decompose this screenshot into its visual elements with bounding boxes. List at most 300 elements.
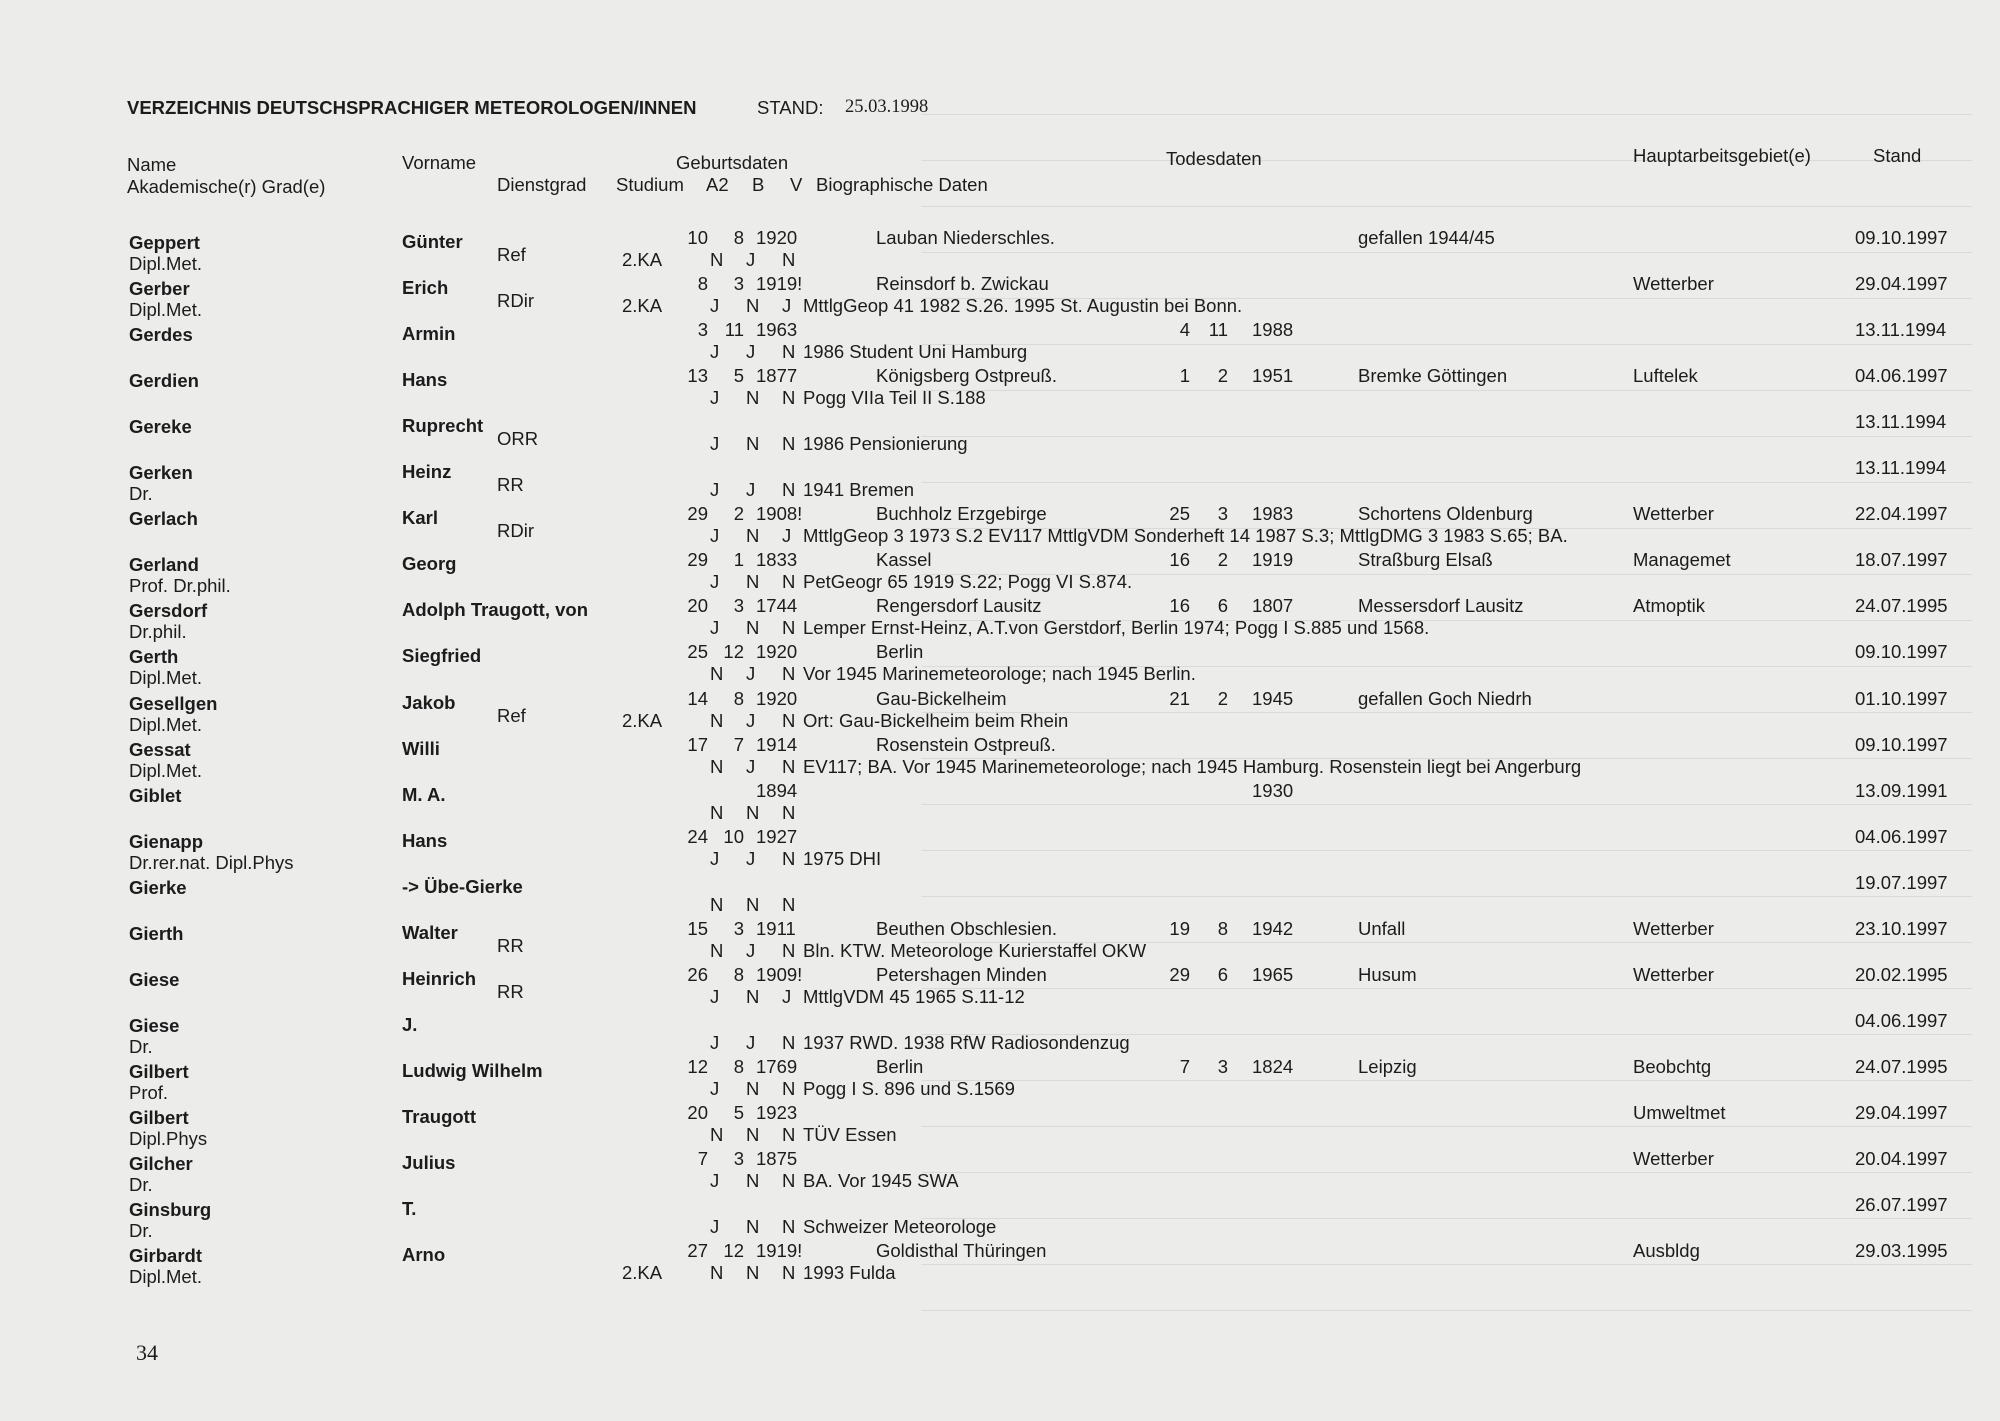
entry-vorname: Ludwig Wilhelm bbox=[402, 1059, 543, 1081]
entry-death-month: 2 bbox=[1217, 687, 1228, 709]
entry-birth-month: 3 bbox=[733, 1148, 744, 1169]
entry-v: N bbox=[782, 709, 796, 731]
entry-v: N bbox=[782, 1077, 796, 1099]
entry-birth-day: 13 bbox=[687, 365, 708, 387]
entry-birth-day: 10 bbox=[687, 227, 708, 248]
entry-a2: J bbox=[710, 479, 720, 501]
entry-death-day: 1 bbox=[1179, 365, 1190, 387]
entry-title: Dr.rer.nat. Dipl.Phys bbox=[129, 851, 294, 873]
entry-a2: N bbox=[710, 663, 724, 685]
entry-b: N bbox=[746, 433, 760, 455]
entry-death-year: 1930 bbox=[1252, 779, 1294, 801]
entry-b: J bbox=[746, 1031, 756, 1053]
page-number: 34 bbox=[136, 1340, 158, 1365]
entry-v: N bbox=[782, 755, 796, 777]
stand-date: 25.03.1998 bbox=[845, 97, 929, 117]
entry-birth-month: 1 bbox=[733, 549, 744, 571]
entry-birth-month: 8 bbox=[733, 1055, 744, 1077]
entry-v: N bbox=[782, 847, 796, 869]
entry-a2: J bbox=[710, 387, 720, 409]
col-haupt: Hauptarbeitsgebiet(e) bbox=[1633, 145, 1811, 166]
entry-b: J bbox=[746, 341, 756, 363]
entry-work-area: Umweltmet bbox=[1633, 1101, 1726, 1123]
entry-death-year: 1983 bbox=[1252, 503, 1294, 525]
entry-death-year: 1919 bbox=[1252, 549, 1294, 571]
entry-name: Gierth bbox=[129, 922, 184, 944]
entry-birth-day: 24 bbox=[687, 825, 708, 847]
entry-death-place: gefallen 1944/45 bbox=[1358, 227, 1495, 248]
entry-a2: J bbox=[710, 617, 720, 639]
entry-v: N bbox=[782, 387, 796, 409]
table-row bbox=[0, 1055, 2000, 1106]
entry-birth-day: 12 bbox=[687, 1055, 708, 1077]
entry-vorname: Karl bbox=[402, 507, 438, 529]
entry-bio: EV117; BA. Vor 1945 Marinemeteorologe; nach 1945 Hamburg. Rosenstein liegt bei Angerburg bbox=[803, 755, 1582, 777]
col-bio: Biographische Daten bbox=[816, 174, 988, 195]
entry-bio: 1986 Student Uni Hamburg bbox=[803, 341, 1028, 363]
entry-birth-day: 26 bbox=[687, 963, 708, 985]
entry-bio: BA. Vor 1945 SWA bbox=[803, 1170, 959, 1191]
entry-birth-month: 3 bbox=[733, 273, 744, 295]
entry-name: Girbardt bbox=[129, 1245, 202, 1267]
entry-stand: 22.04.1997 bbox=[1855, 503, 1948, 525]
entry-birth-day: 27 bbox=[687, 1240, 708, 1262]
entry-b: N bbox=[746, 801, 760, 823]
entry-death-day: 16 bbox=[1169, 549, 1190, 571]
entry-birth-place: Berlin bbox=[876, 1055, 924, 1077]
entry-birth-year: 1909! bbox=[756, 963, 803, 985]
entry-vorname: Hans bbox=[402, 369, 448, 391]
entry-work-area: Atmoptik bbox=[1633, 595, 1705, 617]
table-row bbox=[0, 733, 2000, 784]
entry-stand: 04.06.1997 bbox=[1855, 825, 1948, 847]
entry-b: N bbox=[746, 893, 760, 915]
entry-a2: J bbox=[710, 525, 720, 547]
entry-a2: J bbox=[710, 433, 720, 455]
entry-name: Gesellgen bbox=[129, 692, 218, 714]
entry-birth-day: 20 bbox=[687, 595, 708, 617]
entry-death-month: 2 bbox=[1217, 549, 1228, 571]
table-row bbox=[0, 779, 2000, 830]
col-a2: A2 bbox=[706, 174, 729, 195]
entry-a2: N bbox=[710, 1123, 724, 1145]
entry-v: N bbox=[782, 617, 796, 639]
entry-title: Dipl.Met. bbox=[129, 667, 202, 689]
entry-vorname: Jakob bbox=[402, 691, 456, 713]
entry-v: N bbox=[782, 249, 796, 270]
table-row bbox=[0, 319, 2000, 369]
entry-stand: 09.10.1997 bbox=[1855, 733, 1948, 755]
entry-b: J bbox=[746, 847, 756, 869]
entry-birth-year: 1875 bbox=[756, 1148, 798, 1169]
entry-work-area: Beobchtg bbox=[1633, 1055, 1712, 1077]
entry-birth-year: 1769 bbox=[756, 1055, 798, 1077]
col-name: Name bbox=[127, 154, 177, 175]
entry-b: N bbox=[746, 1216, 760, 1238]
entry-title: Dr. bbox=[129, 1220, 153, 1242]
col-grade: Akademische(r) Grad(e) bbox=[127, 176, 326, 197]
entry-name: Gerth bbox=[129, 646, 179, 668]
entry-death-month: 11 bbox=[1208, 319, 1228, 341]
entry-birth-day: 29 bbox=[687, 549, 708, 571]
entry-v: N bbox=[782, 479, 796, 501]
entry-dienstgrad: Ref bbox=[497, 244, 526, 265]
entry-b: N bbox=[746, 387, 760, 409]
entry-bio: 1937 RWD. 1938 RfW Radiosondenzug bbox=[803, 1031, 1130, 1053]
entry-death-day: 29 bbox=[1169, 963, 1190, 985]
entry-death-year: 1988 bbox=[1252, 319, 1294, 341]
entry-title: Dr. bbox=[129, 483, 153, 505]
entry-death-year: 1824 bbox=[1252, 1055, 1294, 1077]
entry-vorname: Ruprecht bbox=[402, 415, 484, 437]
table-row bbox=[0, 273, 2000, 323]
entry-death-place: Unfall bbox=[1358, 917, 1406, 939]
entry-birth-day: 3 bbox=[697, 319, 708, 341]
entry-birth-day: 14 bbox=[687, 687, 708, 709]
entry-title: Dipl.Met. bbox=[129, 299, 202, 321]
col-studium: Studium bbox=[616, 174, 684, 195]
entry-work-area: Luftelek bbox=[1633, 365, 1698, 387]
entry-stand: 13.11.1994 bbox=[1855, 457, 1947, 479]
entry-work-area: Wetterber bbox=[1633, 917, 1714, 939]
entry-v: N bbox=[782, 1170, 796, 1191]
table-row bbox=[0, 457, 2000, 507]
entry-birth-day: 15 bbox=[687, 917, 708, 939]
entry-birth-place: Lauban Niederschles. bbox=[876, 227, 1055, 248]
entry-name: Gerland bbox=[129, 554, 199, 576]
entry-v: N bbox=[782, 1216, 796, 1238]
entry-bio: 1986 Pensionierung bbox=[803, 433, 968, 455]
entry-birth-month: 8 bbox=[733, 963, 744, 985]
entry-birth-year: 1920 bbox=[756, 641, 798, 663]
entry-birth-place: Gau-Bickelheim bbox=[876, 687, 1007, 709]
entry-vorname: Armin bbox=[402, 323, 456, 345]
entry-birth-place: Goldisthal Thüringen bbox=[876, 1240, 1047, 1262]
entry-a2: N bbox=[710, 755, 724, 777]
entry-name: Gierke bbox=[129, 876, 187, 898]
table-row bbox=[0, 1148, 2000, 1198]
table-row bbox=[0, 871, 2000, 922]
entry-title: Dipl.Met. bbox=[129, 253, 202, 274]
entry-stand: 24.07.1995 bbox=[1855, 595, 1948, 617]
entry-bio: 1993 Fulda bbox=[803, 1262, 896, 1284]
entry-birth-place: Petershagen Minden bbox=[876, 963, 1047, 985]
entry-bio: Bln. KTW. Meteorologe Kurierstaffel OKW bbox=[803, 939, 1147, 961]
entry-v: N bbox=[782, 571, 796, 593]
entry-stand: 23.10.1997 bbox=[1855, 917, 1948, 939]
entry-bio: Pogg VIIa Teil II S.188 bbox=[803, 387, 986, 409]
entry-b: J bbox=[746, 479, 756, 501]
entry-death-place: Schortens Oldenburg bbox=[1358, 503, 1533, 525]
entry-stand: 20.02.1995 bbox=[1855, 963, 1948, 985]
table-row bbox=[0, 365, 2000, 415]
entry-stand: 01.10.1997 bbox=[1855, 687, 1948, 709]
entry-death-day: 7 bbox=[1179, 1055, 1190, 1077]
entry-dienstgrad: RDir bbox=[497, 520, 534, 542]
table-row bbox=[0, 641, 2000, 691]
entry-a2: N bbox=[710, 893, 724, 915]
entry-stand: 09.10.1997 bbox=[1855, 227, 1948, 248]
entry-name: Gessat bbox=[129, 738, 191, 760]
entry-work-area: Wetterber bbox=[1633, 273, 1714, 295]
entry-stand: 20.04.1997 bbox=[1855, 1148, 1948, 1169]
entry-bio: Schweizer Meteorologe bbox=[803, 1216, 997, 1238]
entry-vorname: Erich bbox=[402, 277, 449, 299]
entry-birth-year: 1919! bbox=[756, 1240, 803, 1262]
entry-vorname: Heinrich bbox=[402, 967, 477, 989]
entry-v: N bbox=[782, 1031, 796, 1053]
entry-vorname: T. bbox=[402, 1198, 417, 1220]
entry-birth-place: Kassel bbox=[876, 549, 932, 571]
entry-v: J bbox=[782, 985, 792, 1007]
entry-birth-year: 1894 bbox=[756, 779, 798, 801]
entry-birth-month: 5 bbox=[733, 1101, 744, 1123]
entry-title: Dr.phil. bbox=[129, 621, 187, 643]
entry-birth-year: 1927 bbox=[756, 825, 798, 847]
entry-death-year: 1945 bbox=[1252, 687, 1294, 709]
entry-vorname: Siegfried bbox=[402, 645, 482, 667]
entry-v: N bbox=[782, 1123, 796, 1145]
entry-name: Gereke bbox=[129, 416, 192, 438]
entry-name: Gilbert bbox=[129, 1060, 189, 1082]
entry-death-place: gefallen Goch Niedrh bbox=[1358, 687, 1532, 709]
entry-b: N bbox=[746, 1262, 760, 1284]
entry-a2: J bbox=[710, 1170, 720, 1191]
entry-a2: J bbox=[710, 295, 720, 317]
table-row bbox=[0, 825, 2000, 876]
entry-work-area: Wetterber bbox=[1633, 963, 1714, 985]
entry-name: Geppert bbox=[129, 232, 200, 253]
entry-title: Dipl.Met. bbox=[129, 713, 202, 735]
document-title: VERZEICHNIS DEUTSCHSPRACHIGER METEOROLOGEN/INNEN bbox=[127, 97, 697, 118]
entry-death-place: Husum bbox=[1358, 963, 1417, 985]
entry-b: J bbox=[746, 249, 756, 270]
table-row bbox=[0, 411, 2000, 461]
entry-birth-year: 1908! bbox=[756, 503, 803, 525]
col-dienstgrad: Dienstgrad bbox=[497, 174, 587, 195]
entry-stand: 04.06.1997 bbox=[1855, 1009, 1948, 1031]
entry-name: Giblet bbox=[129, 784, 182, 806]
entry-death-day: 25 bbox=[1169, 503, 1190, 525]
entry-b: N bbox=[746, 985, 760, 1007]
entry-b: J bbox=[746, 755, 756, 777]
entry-dienstgrad: RR bbox=[497, 934, 524, 956]
entry-birth-place: Reinsdorf b. Zwickau bbox=[876, 273, 1049, 295]
entry-name: Gilbert bbox=[129, 1106, 189, 1128]
entry-a2: N bbox=[710, 709, 724, 731]
table-row bbox=[0, 503, 2000, 553]
entry-birth-day: 7 bbox=[697, 1148, 708, 1169]
table-row bbox=[0, 549, 2000, 599]
entry-birth-year: 1923 bbox=[756, 1101, 798, 1123]
entry-death-day: 4 bbox=[1179, 319, 1190, 341]
entry-birth-day: 20 bbox=[687, 1101, 708, 1123]
col-stand: Stand bbox=[1873, 145, 1922, 166]
table-row bbox=[0, 1240, 2000, 1290]
entry-v: N bbox=[782, 341, 796, 363]
entry-stand: 13.09.1991 bbox=[1855, 779, 1948, 801]
entry-birth-year: 1920 bbox=[756, 227, 798, 248]
entry-birth-month: 8 bbox=[733, 687, 744, 709]
entry-a2: J bbox=[710, 985, 720, 1007]
table-row bbox=[0, 687, 2000, 738]
entry-v: N bbox=[782, 893, 796, 915]
entry-birth-year: 1914 bbox=[756, 733, 798, 755]
entry-death-place: Leipzig bbox=[1358, 1055, 1417, 1077]
entry-name: Ginsburg bbox=[129, 1199, 212, 1221]
entry-dienstgrad: RR bbox=[497, 474, 524, 496]
entry-b: N bbox=[746, 1123, 760, 1145]
entry-birth-year: 1919! bbox=[756, 273, 803, 295]
entry-birth-year: 1877 bbox=[756, 365, 798, 387]
entry-death-year: 1942 bbox=[1252, 917, 1294, 939]
entry-death-month: 2 bbox=[1217, 365, 1228, 387]
entry-bio: MttlgVDM 45 1965 S.11-12 bbox=[803, 985, 1025, 1007]
entry-death-month: 6 bbox=[1217, 595, 1228, 617]
entry-birth-month: 5 bbox=[733, 365, 744, 387]
entry-death-year: 1965 bbox=[1252, 963, 1294, 985]
entry-title: Dipl.Met. bbox=[129, 759, 202, 781]
entry-birth-month: 7 bbox=[733, 733, 744, 755]
col-v: V bbox=[790, 174, 803, 195]
entry-a2: J bbox=[710, 1077, 720, 1099]
entry-vorname: Adolph Traugott, von bbox=[402, 599, 589, 621]
entry-death-day: 16 bbox=[1169, 595, 1190, 617]
entry-name: Gienapp bbox=[129, 830, 204, 852]
entry-work-area: Ausbldg bbox=[1633, 1240, 1700, 1262]
entry-death-day: 21 bbox=[1169, 687, 1190, 709]
entry-dienstgrad: RDir bbox=[497, 290, 534, 312]
entry-stand: 29.04.1997 bbox=[1855, 1101, 1948, 1123]
col-geburtsdaten: Geburtsdaten bbox=[676, 152, 789, 173]
entry-birth-day: 29 bbox=[687, 503, 708, 525]
entry-birth-day: 17 bbox=[687, 733, 708, 755]
entry-work-area: Wetterber bbox=[1633, 503, 1714, 525]
entry-birth-year: 1833 bbox=[756, 549, 798, 571]
entry-death-month: 8 bbox=[1217, 917, 1228, 939]
entry-b: N bbox=[746, 571, 760, 593]
table-row bbox=[0, 227, 2000, 277]
entry-a2: J bbox=[710, 571, 720, 593]
entry-studium: 2.KA bbox=[622, 295, 663, 317]
entry-death-month: 6 bbox=[1217, 963, 1228, 985]
entry-birth-year: 1744 bbox=[756, 595, 798, 617]
entry-birth-place: Buchholz Erzgebirge bbox=[876, 503, 1047, 525]
col-b: B bbox=[752, 174, 765, 195]
entry-vorname: Traugott bbox=[402, 1105, 476, 1127]
entry-studium: 2.KA bbox=[622, 249, 663, 270]
entry-bio: Ort: Gau-Bickelheim beim Rhein bbox=[803, 709, 1069, 731]
entry-birth-month: 10 bbox=[723, 825, 744, 847]
entry-name: Gerber bbox=[129, 278, 190, 300]
entry-vorname: Willi bbox=[402, 737, 440, 759]
entry-birth-month: 12 bbox=[723, 1240, 744, 1262]
entry-stand: 29.03.1995 bbox=[1855, 1240, 1948, 1262]
entry-name: Gerlach bbox=[129, 508, 198, 530]
entry-birth-month: 8 bbox=[733, 227, 744, 248]
entry-stand: 09.10.1997 bbox=[1855, 641, 1948, 663]
entry-vorname: M. A. bbox=[402, 783, 446, 805]
entry-birth-month: 12 bbox=[723, 641, 744, 663]
entry-vorname: Hans bbox=[402, 829, 448, 851]
entry-vorname: Günter bbox=[402, 231, 463, 252]
entry-work-area: Wetterber bbox=[1633, 1148, 1714, 1169]
entry-b: N bbox=[746, 1077, 760, 1099]
entry-birth-day: 25 bbox=[687, 641, 708, 663]
entry-vorname: J. bbox=[402, 1013, 418, 1035]
entry-stand: 18.07.1997 bbox=[1855, 549, 1948, 571]
entry-death-day: 19 bbox=[1169, 917, 1190, 939]
entry-a2: J bbox=[710, 341, 720, 363]
entry-name: Giese bbox=[129, 1014, 180, 1036]
entry-a2: J bbox=[710, 1216, 720, 1238]
entry-name: Gerdien bbox=[129, 370, 199, 392]
entry-dienstgrad: Ref bbox=[497, 704, 526, 726]
entry-studium: 2.KA bbox=[622, 1262, 663, 1284]
entry-birth-place: Berlin bbox=[876, 641, 924, 663]
entry-a2: N bbox=[710, 801, 724, 823]
entry-birth-year: 1920 bbox=[756, 687, 798, 709]
entry-a2: J bbox=[710, 1031, 720, 1053]
entry-title: Dipl.Met. bbox=[129, 1266, 202, 1288]
entry-death-place: Messersdorf Lausitz bbox=[1358, 595, 1524, 617]
entry-title: Dipl.Phys bbox=[129, 1127, 208, 1149]
entry-a2: J bbox=[710, 847, 720, 869]
entry-birth-month: 11 bbox=[724, 319, 744, 341]
entry-title: Dr. bbox=[129, 1174, 153, 1195]
entry-death-month: 3 bbox=[1217, 503, 1228, 525]
table-row bbox=[0, 1009, 2000, 1060]
table-row bbox=[0, 595, 2000, 645]
entry-birth-place: Rosenstein Ostpreuß. bbox=[876, 733, 1056, 755]
entry-a2: N bbox=[710, 1262, 724, 1284]
entry-v: N bbox=[782, 1262, 796, 1284]
stand-label: STAND: bbox=[757, 97, 824, 118]
entry-stand: 13.11.1994 bbox=[1855, 319, 1947, 341]
entry-v: N bbox=[782, 663, 796, 685]
entry-bio: Pogg I S. 896 und S.1569 bbox=[803, 1077, 1015, 1099]
entry-death-year: 1951 bbox=[1252, 365, 1294, 387]
entry-bio: MttlgGeop 41 1982 S.26. 1995 St. Augustin bei Bonn. bbox=[803, 295, 1243, 317]
entry-name: Gilcher bbox=[129, 1153, 193, 1174]
entry-vorname: -> Übe-Gierke bbox=[402, 875, 523, 897]
entry-death-place: Straßburg Elsaß bbox=[1358, 549, 1493, 571]
entry-birth-year: 1963 bbox=[756, 319, 798, 341]
entry-birth-place: Beuthen Obschlesien. bbox=[876, 917, 1058, 939]
entry-bio: 1975 DHI bbox=[803, 847, 882, 869]
entry-title: Prof. bbox=[129, 1081, 169, 1103]
entry-vorname: Georg bbox=[402, 553, 457, 575]
entry-name: Giese bbox=[129, 968, 180, 990]
entry-a2: N bbox=[710, 939, 724, 961]
entry-stand: 29.04.1997 bbox=[1855, 273, 1948, 295]
entry-stand: 13.11.1994 bbox=[1855, 411, 1947, 433]
entry-bio: TÜV Essen bbox=[803, 1123, 897, 1145]
entry-bio: Vor 1945 Marinemeteorologe; nach 1945 Berlin. bbox=[803, 663, 1196, 685]
entry-birth-year: 1911 bbox=[756, 917, 796, 939]
entry-b: N bbox=[746, 1170, 760, 1191]
table-row bbox=[0, 917, 2000, 968]
entry-v: J bbox=[782, 295, 792, 317]
entry-stand: 19.07.1997 bbox=[1855, 871, 1948, 893]
entry-bio: 1941 Bremen bbox=[803, 479, 915, 501]
entry-bio: MttlgGeop 3 1973 S.2 EV117 MttlgVDM Sonderheft 14 1987 S.3; MttlgDMG 3 1983 S.65; BA. bbox=[803, 525, 1568, 547]
entry-title: Prof. Dr.phil. bbox=[129, 575, 231, 597]
entry-bio: PetGeogr 65 1919 S.22; Pogg VI S.874. bbox=[803, 571, 1133, 593]
entry-b: N bbox=[746, 525, 760, 547]
entry-name: Gersdorf bbox=[129, 600, 208, 622]
entry-work-area: Managemet bbox=[1633, 549, 1731, 571]
